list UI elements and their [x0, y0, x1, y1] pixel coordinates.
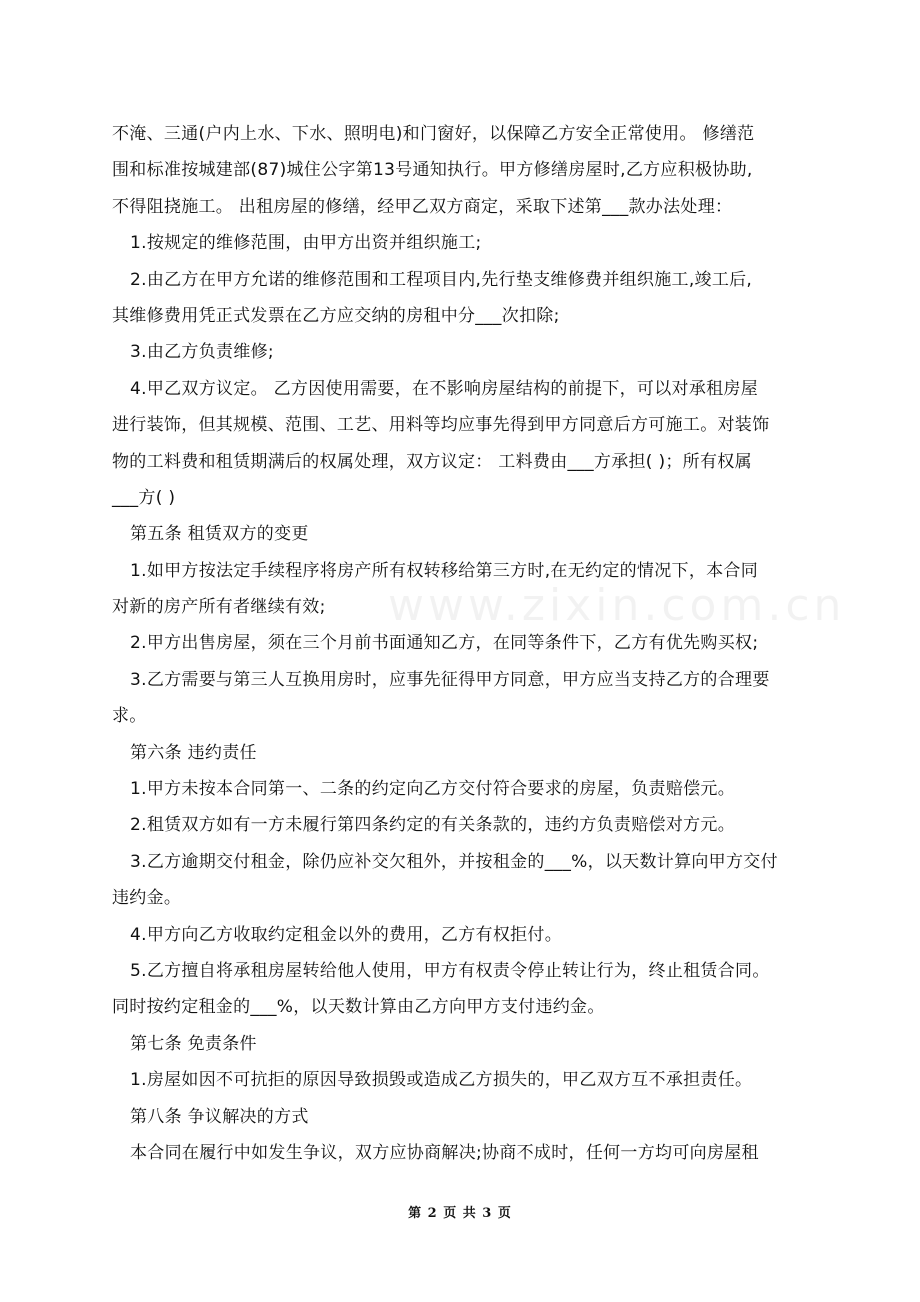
- text-line: 其维修费用凭正式发票在乙方应交纳的房租中分___次扣除;: [112, 305, 560, 326]
- text-line: 物的工料费和租赁期满后的权属处理，双方议定： 工料费由___方承担( )；所有权属: [112, 451, 752, 472]
- page-number-footer: 第 2 页 共 3 页: [408, 1206, 512, 1221]
- list-item: 2.租赁双方如有一方未履行第四条约定的有关条款的，违约方负责赔偿对方元。: [130, 815, 736, 836]
- list-item: 4.甲乙双方议定。 乙方因使用需要，在不影响房屋结构的前提下，可以对承租房屋: [130, 378, 759, 399]
- list-item: 3.乙方逾期交付租金，除仍应补交欠租外，并按租金的___%，以天数计算向甲方交付: [130, 851, 778, 872]
- text-line: 本合同在履行中如发生争议，双方应协商解决;协商不成时，任何一方均可向房屋租: [130, 1142, 759, 1163]
- text-line: 进行装饰，但其规模、范围、工艺、用料等均应事先得到甲方同意后方可施工。对装饰: [112, 415, 770, 436]
- section-heading: 第七条 免责条件: [130, 1033, 257, 1054]
- watermark: www.zixin.com.cn: [388, 580, 846, 631]
- text-line: 不得阻挠施工。 出租房屋的修缮，经甲乙双方商定，采取下述第___款办法处理：: [112, 196, 733, 217]
- text-line: 同时按约定租金的___%，以天数计算由乙方向甲方支付违约金。: [112, 997, 605, 1018]
- text-line: 围和标准按城建部(87)城住公字第13号通知执行。甲方修缮房屋时,乙方应积极协助,: [112, 160, 753, 181]
- text-line: ___方( ): [112, 487, 176, 508]
- list-item: 1.房屋如因不可抗拒的原因导致损毁或造成乙方损失的，甲乙双方互不承担责任。: [130, 1070, 753, 1091]
- list-item: 2.甲方出售房屋，须在三个月前书面通知乙方，在同等条件下，乙方有优先购买权;: [130, 633, 759, 654]
- list-item: 1.甲方未按本合同第一、二条的约定向乙方交付符合要求的房屋，负责赔偿元。: [130, 779, 736, 800]
- text-line: 违约金。: [112, 888, 182, 909]
- text-line: 对新的房产所有者继续有效;: [112, 597, 326, 618]
- list-item: 3.由乙方负责维修;: [130, 342, 274, 363]
- section-heading: 第六条 违约责任: [130, 742, 257, 763]
- document-body: [112, 116, 812, 1171]
- text-line: 不淹、三通(户内上水、下水、照明电)和门窗好，以保障乙方安全正常使用。 修缮范: [112, 124, 755, 144]
- text-line: 求。: [112, 706, 147, 727]
- section-heading: 第五条 租赁双方的变更: [130, 524, 309, 545]
- list-item: 4.甲方向乙方收取约定租金以外的费用，乙方有权拒付。: [130, 924, 563, 945]
- list-item: 1.如甲方按法定手续程序将房产所有权转移给第三方时,在无约定的情况下，本合同: [130, 560, 759, 581]
- list-item: 1.按规定的维修范围，由甲方出资并组织施工;: [130, 233, 482, 254]
- list-item: 2.由乙方在甲方允诺的维修范围和工程项目内,先行垫支维修费并组织施工,竣工后,: [130, 269, 753, 290]
- list-item: 5.乙方擅自将承租房屋转给他人使用，甲方有权责令停止转让行为，终止租赁合同。: [130, 960, 770, 981]
- list-item: 3.乙方需要与第三人互换用房时，应事先征得甲方同意，甲方应当支持乙方的合理要: [130, 669, 770, 690]
- section-heading: 第八条 争议解决的方式: [130, 1106, 309, 1127]
